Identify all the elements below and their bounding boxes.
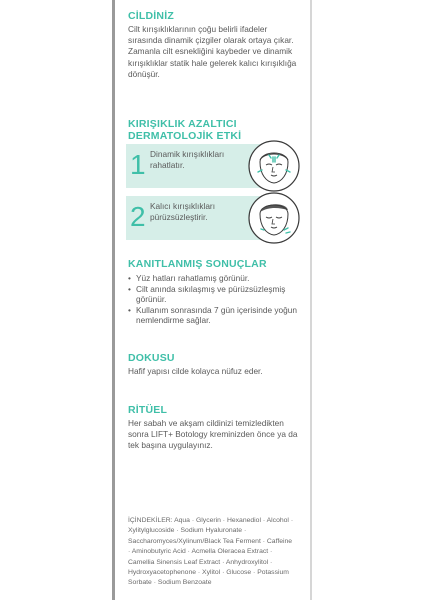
section-effect-title-line2: DERMATOLOJİK ETKİ [128, 130, 242, 142]
section-texture [128, 352, 300, 377]
section-skin-text: Cilt kırışıklıklarının çoğu belirli ifadeler sırasında dinamik çizgiler olarak ortaya çıkar. Zamanla cilt esnekliğini kaybeder ve dinamik kırışıklıklar statik hale gelerek kalıcı kırışıklığa dönüşür. [128, 24, 297, 79]
list-item: • Yüz hatları rahatlamış görünür. [128, 273, 300, 284]
results-list [128, 273, 300, 326]
section-texture-title: DOKUSU [128, 352, 175, 364]
step-number: 1 [130, 149, 146, 180]
section-ritual-title: RİTÜEL [128, 404, 168, 416]
section-skin [128, 10, 300, 80]
effect-step-1 [126, 144, 296, 188]
section-skin-title: CİLDİNİZ [128, 10, 174, 22]
section-texture-text: Hafif yapısı cilde kolayca nüfuz eder. [128, 366, 263, 376]
list-item: • Kullanım sonrasında 7 gün içerisinde yoğun nemlendirme sağlar. [128, 305, 300, 326]
step-number: 2 [130, 201, 146, 232]
section-ritual-text: Her sabah ve akşam cildinizi temizledikten sonra LIFT+ Botology kreminizden önce ya da tek başına uygulayınız. [128, 418, 298, 451]
ingredients-text: İÇİNDEKİLER: Aqua · Glycerin · Hexanediol · Alcohol · Xylitylglucoside · Sodium Hyaluronate · Saccharomyces/Xylinum/Black Tea Ferment · Caffeine · Aminobutyric Acid · Acmella Oleracea Extract · Camellia Sinensis Leaf Extract · Anhydroxylitol · Hydroxyacetophenone · Xylitol · Glucose · Potassium Sorbate · Sodium Benzoate [128, 517, 294, 587]
product-info-panel [112, 0, 312, 600]
section-effect-title-line1: KIRIŞIKLIK AZALTICI [128, 118, 237, 130]
face-smoothing-icon [246, 190, 302, 246]
section-results [128, 258, 300, 326]
face-forehead-icon [246, 138, 302, 194]
effect-step-2 [126, 196, 296, 240]
list-item: • Cilt anında sıkılaşmış ve pürüzsüzleşmiş görünür. [128, 284, 300, 305]
section-ritual [128, 404, 300, 452]
step-text: Kalıcı kırışıklıkları pürüzsüzleştirir. [150, 201, 216, 222]
step-text: Dinamik kırışıklıkları rahatlatır. [150, 149, 225, 170]
section-results-title: KANITLANMIŞ SONUÇLAR [128, 258, 267, 270]
section-ingredients [128, 516, 296, 589]
